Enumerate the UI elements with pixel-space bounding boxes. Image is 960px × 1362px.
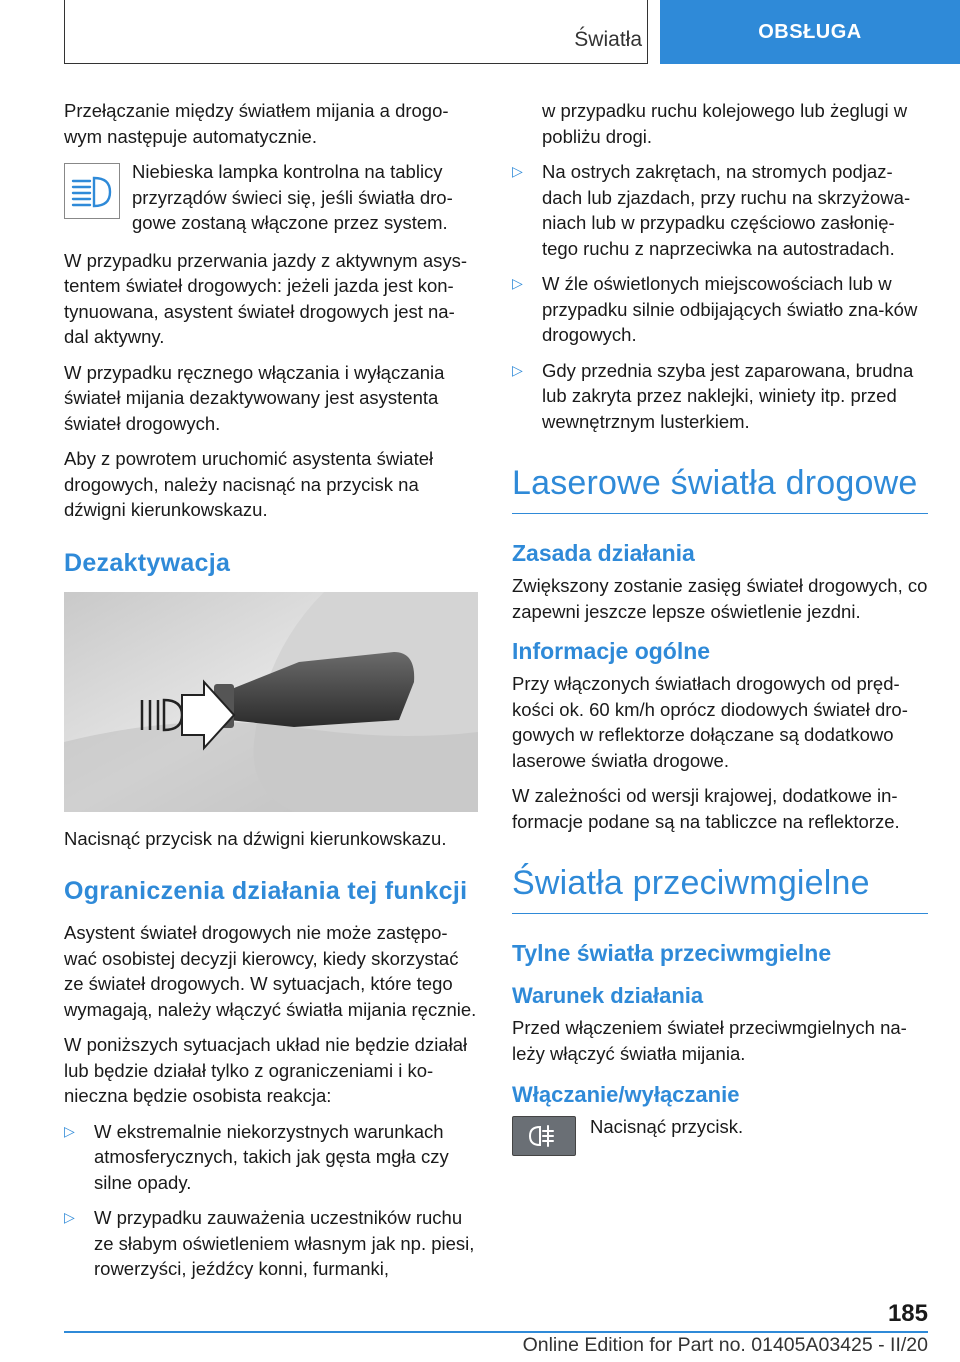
list-item-continuation: [512, 98, 928, 149]
paragraph: Przed włączeniem świateł przeciwmgielnych na-leży włączyć światła mijania.: [512, 1017, 907, 1064]
list-item-text: W źle oświetlonych miejscowościach lub w przypadku silnie odbijających światło zna-ków drogowych.: [542, 273, 918, 345]
triangle-bullet-icon: ▷: [64, 1122, 75, 1139]
header-tab[interactable]: OBSŁUGA: [660, 0, 960, 64]
list-item: [64, 1119, 478, 1196]
turn-signal-lever-figure: [64, 592, 478, 812]
list-item-text: Gdy przednia szyba jest zaparowana, brudna lub zakryta przez naklejki, winiety itp. przed wewnętrznym lusterkiem.: [542, 359, 914, 432]
triangle-bullet-icon: ▷: [512, 361, 523, 378]
fog-button-row: [512, 1114, 928, 1156]
footer-edition: Online Edition for Part no. 01405A03425 - II/20: [522, 1334, 928, 1356]
triangle-bullet-icon: ▷: [512, 275, 523, 291]
press-instruction: Nacisnąć przycisk.: [590, 1116, 744, 1137]
heading-deactivation: Dezaktywacja: [64, 548, 231, 577]
limits-list: [64, 1119, 478, 1282]
list-item: [512, 358, 928, 435]
left-column: [64, 98, 478, 1292]
list-item-text: W ekstremalnie niekorzystnych warunkach atmosferycznych, takich jak gęsta mgła czy silne opady.: [94, 1120, 449, 1193]
page-number: 185: [887, 1300, 928, 1327]
heading-on-off: Włączanie/wyłączanie: [512, 1082, 740, 1107]
right-column: [512, 98, 928, 1156]
list-item-text: W przypadku zauważenia uczestników ruchu ze słabym oświetleniem własnym jak np. piesi, rowerzyści, jeźdźcy konni, furmanki,: [94, 1207, 475, 1279]
heading-general-info: Informacje ogólne: [512, 638, 711, 664]
heading-laser-high-beam: Laserowe światła drogowe: [512, 464, 928, 514]
limits-list-continued: [512, 98, 928, 434]
paragraph: Aby z powrotem uruchomić asystenta świateł drogowych, należy nacisnąć na przycisk na dźwigni kierunkowskazu.: [64, 448, 434, 520]
list-item: [512, 271, 928, 348]
list-item: [512, 159, 928, 261]
list-item-text: w przypadku ruchu kolejowego lub żeglugi w pobliżu drogi.: [542, 100, 908, 147]
paragraph: W zależności od wersji krajowej, dodatkowe in-formacje podane są na tabliczce na reflektorze.: [512, 785, 900, 832]
rear-fog-light-icon: [512, 1116, 576, 1156]
paragraph: Przełączanie między światłem mijania a drogo-wym następuje automatycznie.: [64, 100, 449, 147]
heading-fog-lights: Światła przeciwmgielne: [512, 864, 928, 914]
paragraph: W poniższych sytuacjach układ nie będzie działał lub będzie działał tylko z ograniczeniami i ko-nieczna będzie osobista reakcja:: [64, 1034, 468, 1106]
figure-caption: Nacisnąć przycisk na dźwigni kierunkowskazu.: [64, 827, 447, 849]
heading-principle: Zasada działania: [512, 540, 695, 566]
list-item-text: Na ostrych zakrętach, na stromych podjaz-dach lub zjazdach, przy ruchu na skrzyżowa-niach lub w przypadku częściowo zasłonię-tego ruchu z naprzeciwka na autostradach.: [542, 161, 911, 259]
heading-rear-fog-lights: Tylne światła przeciwmgielne: [512, 940, 832, 966]
heading-condition: Warunek działania: [512, 983, 704, 1008]
paragraph: W przypadku przerwania jazdy z aktywnym asys-tentem świateł drogowych: jeżeli jazda jest kon-tynuowana, asystent świateł drogowych jest na-dal aktywny.: [64, 249, 468, 347]
paragraph: Przy włączonych światłach drogowych od pręd-kości ok. 60 km/h oprócz diodowych świateł dro-gowych w reflektorze dołączane są dodatkowo laserowe światła drogowe.: [512, 673, 908, 771]
indicator-note: [64, 159, 478, 236]
header-section-title: Światła: [574, 28, 642, 51]
header-box: [64, 0, 648, 64]
list-item: [64, 1205, 478, 1282]
indicator-text: Niebieska lampka kontrolna na tablicy przyrządów świeci się, jeśli światła dro-gowe zostaną włączone przez system.: [132, 161, 453, 233]
paragraph: Zwiększony zostanie zasięg świateł drogowych, co zapewni jeszcze lepsze oświetlenie jezdni.: [512, 575, 928, 622]
triangle-bullet-icon: ▷: [64, 1209, 75, 1225]
footer-divider: [64, 1331, 928, 1333]
high-beam-assistant-icon: [64, 163, 120, 219]
paragraph: Asystent świateł drogowych nie może zastępo-wać osobistej decyzji kierowcy, kiedy skorzystać ze świateł drogowych. W sytuacjach, które tego wymagają, należy włączyć światła mijania ręcznie.: [64, 922, 477, 1020]
heading-limits: Ograniczenia działania tej funkcji: [64, 877, 468, 905]
paragraph: W przypadku ręcznego włączania i wyłączania świateł mijania dezaktywowany jest asystenta świateł drogowych.: [64, 361, 445, 434]
triangle-bullet-icon: ▷: [512, 163, 523, 179]
